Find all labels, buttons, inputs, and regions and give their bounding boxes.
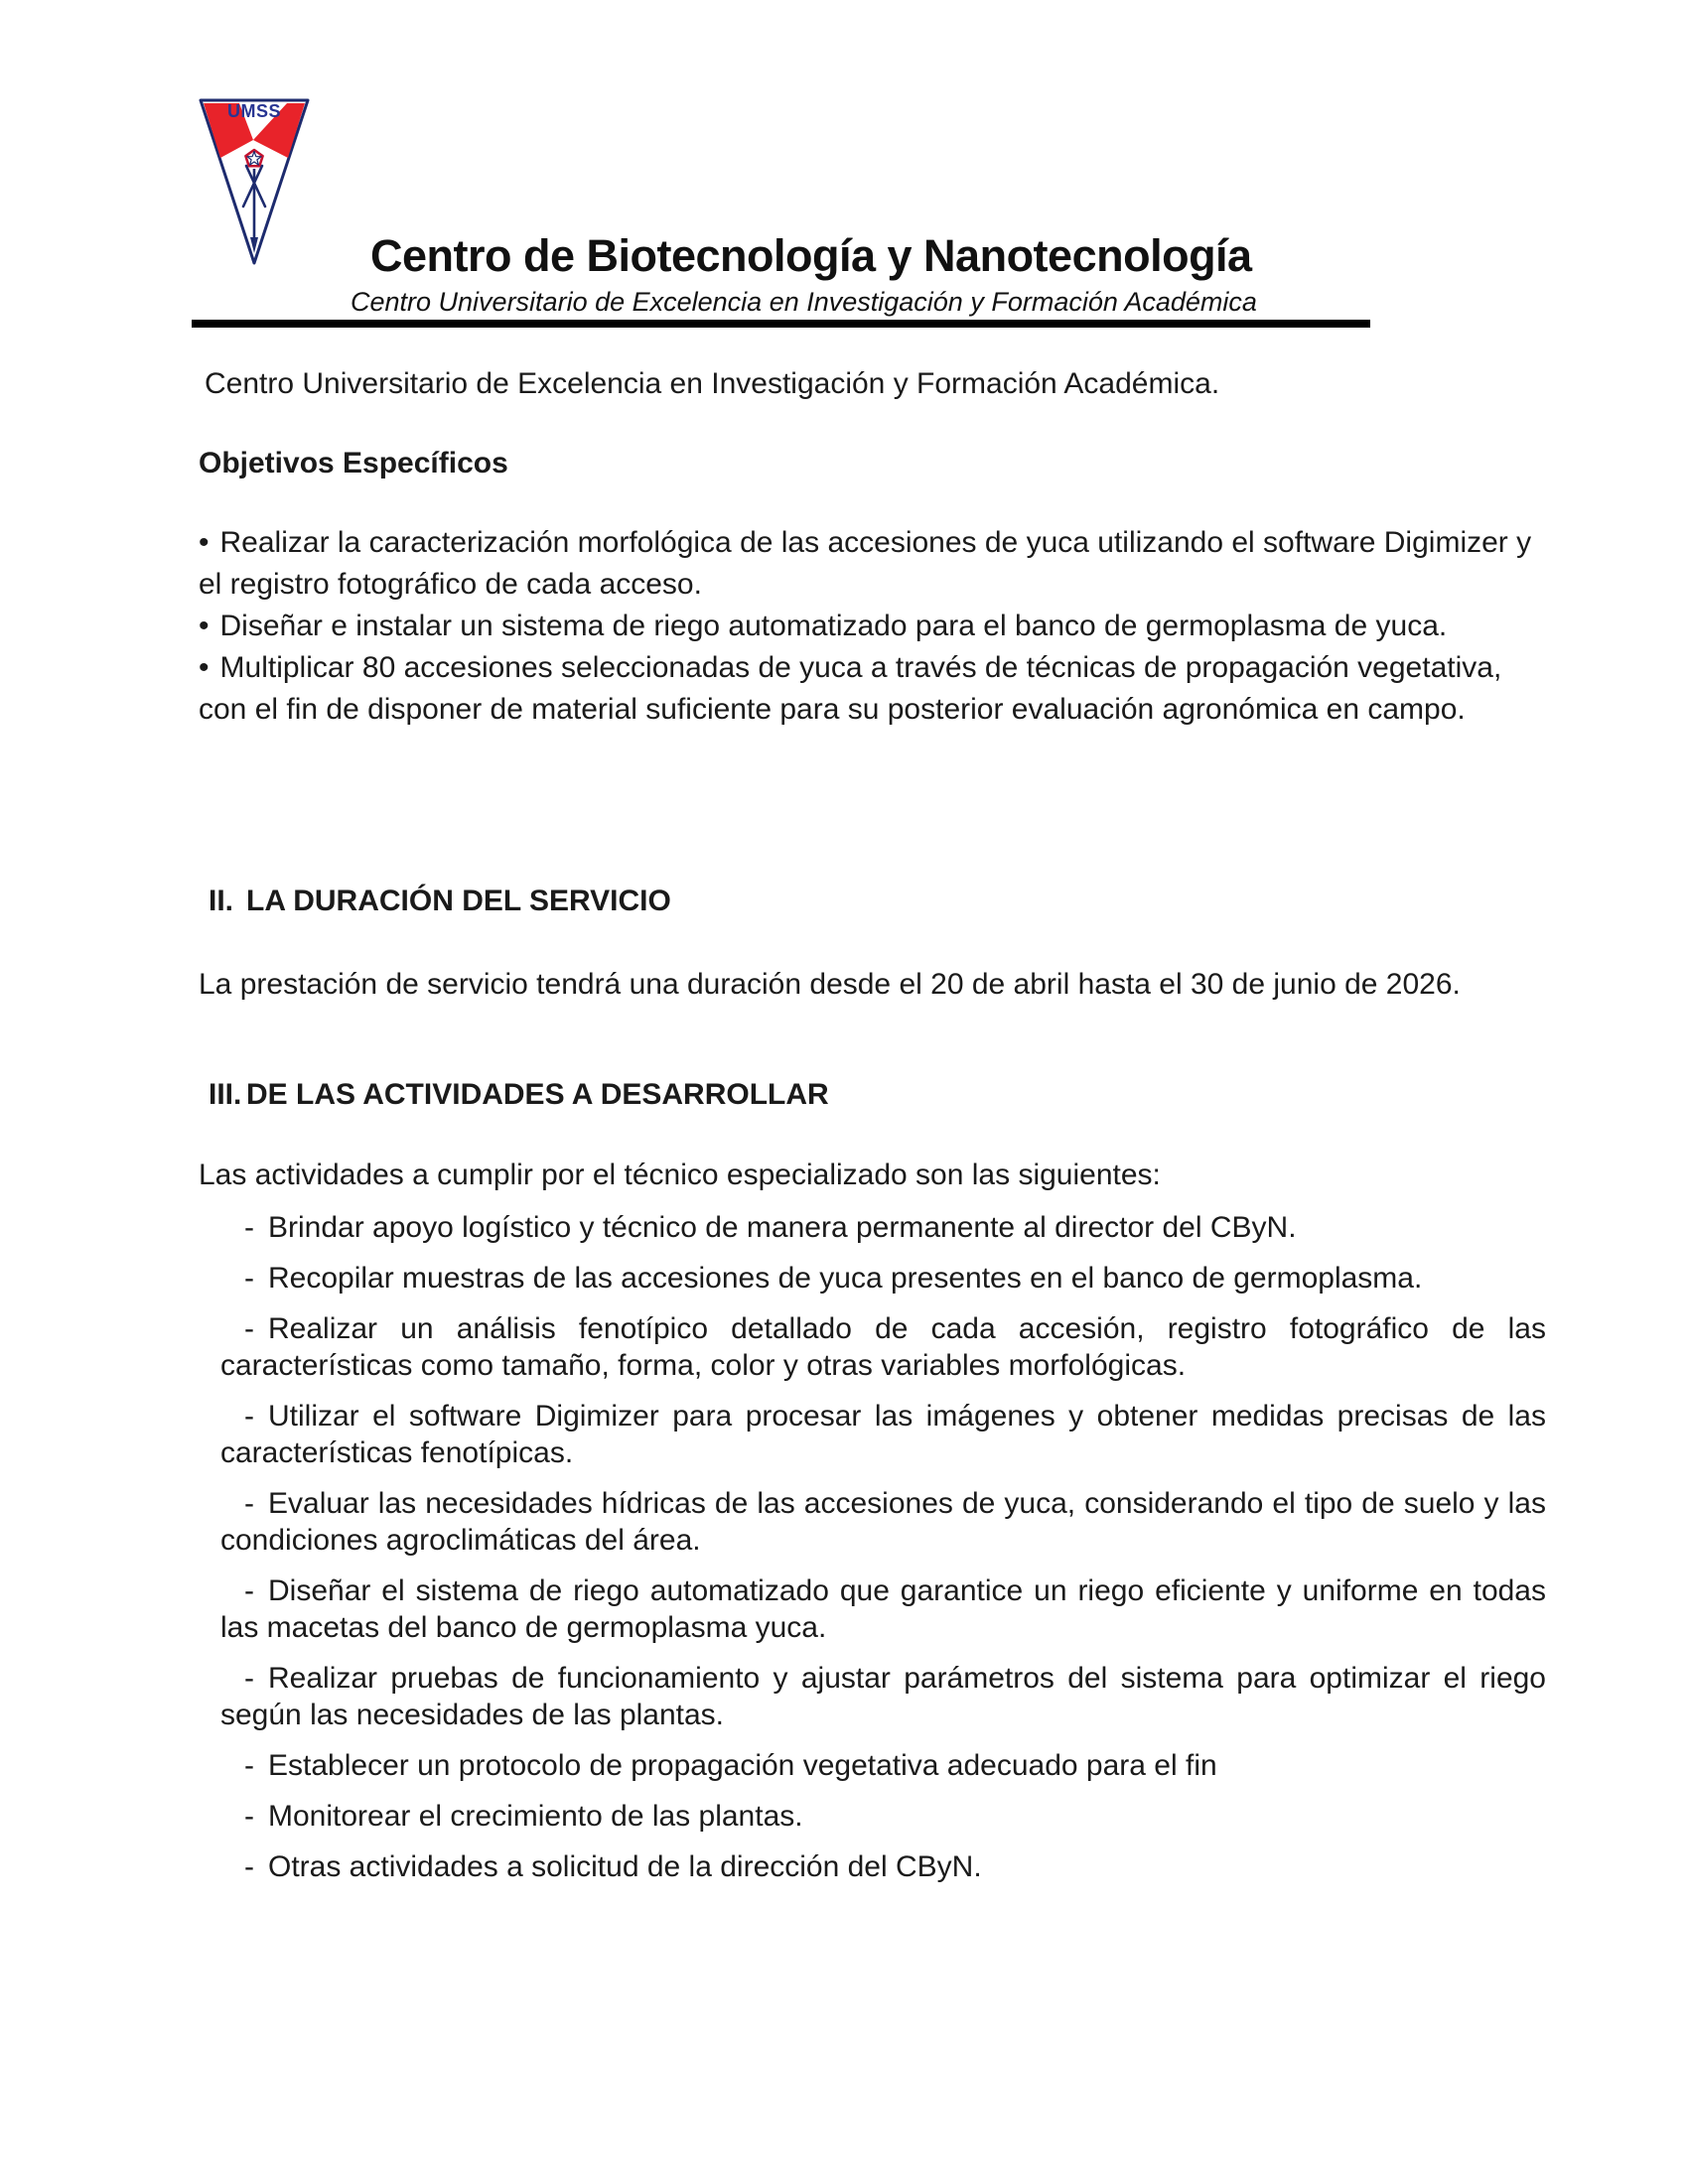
list-item-text: Monitorear el crecimiento de las plantas. <box>268 1800 803 1833</box>
bullet-item <box>199 647 1546 731</box>
umss-logo <box>195 94 314 269</box>
objetivos-heading: Objetivos Específicos <box>199 447 508 479</box>
list-item-text: Utilizar el software Digimizer para procesar las imágenes y obtener medidas precisas de las características fenotípicas. <box>220 1400 1546 1469</box>
list-item-text: Realizar un análisis fenotípico detallado de cada accesión, registro fotográfico de las características como tamaño, forma, color y otras variables morfológicas. <box>220 1312 1546 1382</box>
section-title: DE LAS ACTIVIDADES A DESARROLLAR <box>246 1078 829 1111</box>
dash-icon: - <box>244 1487 254 1520</box>
list-item <box>199 1485 1546 1559</box>
section-number: II. <box>209 885 234 917</box>
page-subtitle: Centro Universitario de Excelencia en Investigación y Formación Académica <box>351 287 1257 317</box>
dash-icon: - <box>244 1262 254 1295</box>
umss-logo-icon <box>195 94 314 269</box>
list-item-text: Diseñar el sistema de riego automatizado que garantice un riego eficiente y uniforme en todas las macetas del banco de germoplasma yuca. <box>220 1574 1546 1644</box>
objetivos-bullet-list <box>199 522 1546 731</box>
bullet-text: Diseñar e instalar un sistema de riego automatizado para el banco de germoplasma de yuca. <box>219 610 1448 642</box>
list-item-text: Brindar apoyo logístico y técnico de manera permanente al director del CByN. <box>268 1211 1297 1244</box>
bullet-icon: • <box>199 526 210 559</box>
list-item <box>199 1209 1546 1246</box>
bullet-text: Multiplicar 80 accesiones seleccionadas de yuca a través de técnicas de propagación vegetativa, con el fin de disponer de material suficiente para su posterior evaluación agronómica en campo. <box>199 651 1502 726</box>
page-title: Centro de Biotecnología y Nanotecnología <box>370 230 1252 281</box>
section-duracion-heading <box>199 882 1546 921</box>
list-item <box>199 1572 1546 1646</box>
actividades-list <box>199 1209 1546 1899</box>
dash-icon: - <box>244 1749 254 1782</box>
list-item <box>199 1798 1546 1835</box>
dash-icon: - <box>244 1574 254 1607</box>
bullet-item <box>199 522 1546 606</box>
list-item <box>199 1747 1546 1784</box>
dash-icon: - <box>244 1662 254 1695</box>
list-item <box>199 1660 1546 1733</box>
section-actividades-heading <box>199 1075 1546 1115</box>
actividades-intro: Las actividades a cumplir por el técnico especializado son las siguientes: <box>199 1159 1161 1191</box>
section-number: III. <box>209 1078 242 1111</box>
duracion-paragraph: La prestación de servicio tendrá una duración desde el 20 de abril hasta el 30 de junio de 2026. <box>199 968 1461 1001</box>
list-item <box>199 1398 1546 1471</box>
dash-icon: - <box>244 1400 254 1433</box>
list-item <box>199 1260 1546 1297</box>
logo-umss-text: UMSS <box>226 101 282 121</box>
list-item-text: Recopilar muestras de las accesiones de yuca presentes en el banco de germoplasma. <box>268 1262 1423 1295</box>
list-item-text: Otras actividades a solicitud de la dirección del CByN. <box>268 1850 982 1883</box>
list-item-text: Evaluar las necesidades hídricas de las accesiones de yuca, considerando el tipo de suelo y las condiciones agroclimáticas del área. <box>220 1487 1546 1557</box>
section-title: LA DURACIÓN DEL SERVICIO <box>246 885 671 917</box>
list-item <box>199 1848 1546 1885</box>
bullet-icon: • <box>199 610 210 642</box>
list-item-text: Establecer un protocolo de propagación vegetativa adecuado para el fin <box>268 1749 1217 1782</box>
dash-icon: - <box>244 1211 254 1244</box>
header-rule <box>192 320 1370 328</box>
list-item-text: Realizar pruebas de funcionamiento y ajustar parámetros del sistema para optimizar el riego según las necesidades de las plantas. <box>220 1662 1546 1731</box>
dash-icon: - <box>244 1800 254 1833</box>
dash-icon: - <box>244 1312 254 1345</box>
bullet-text: Realizar la caracterización morfológica de las accesiones de yuca utilizando el software Digimizer y el registro fotográfico de cada acceso. <box>199 526 1532 601</box>
dash-icon: - <box>244 1850 254 1883</box>
intro-line: Centro Universitario de Excelencia en Investigación y Formación Académica. <box>205 367 1220 400</box>
list-item <box>199 1310 1546 1384</box>
bullet-icon: • <box>199 651 210 684</box>
bullet-item <box>199 606 1546 647</box>
